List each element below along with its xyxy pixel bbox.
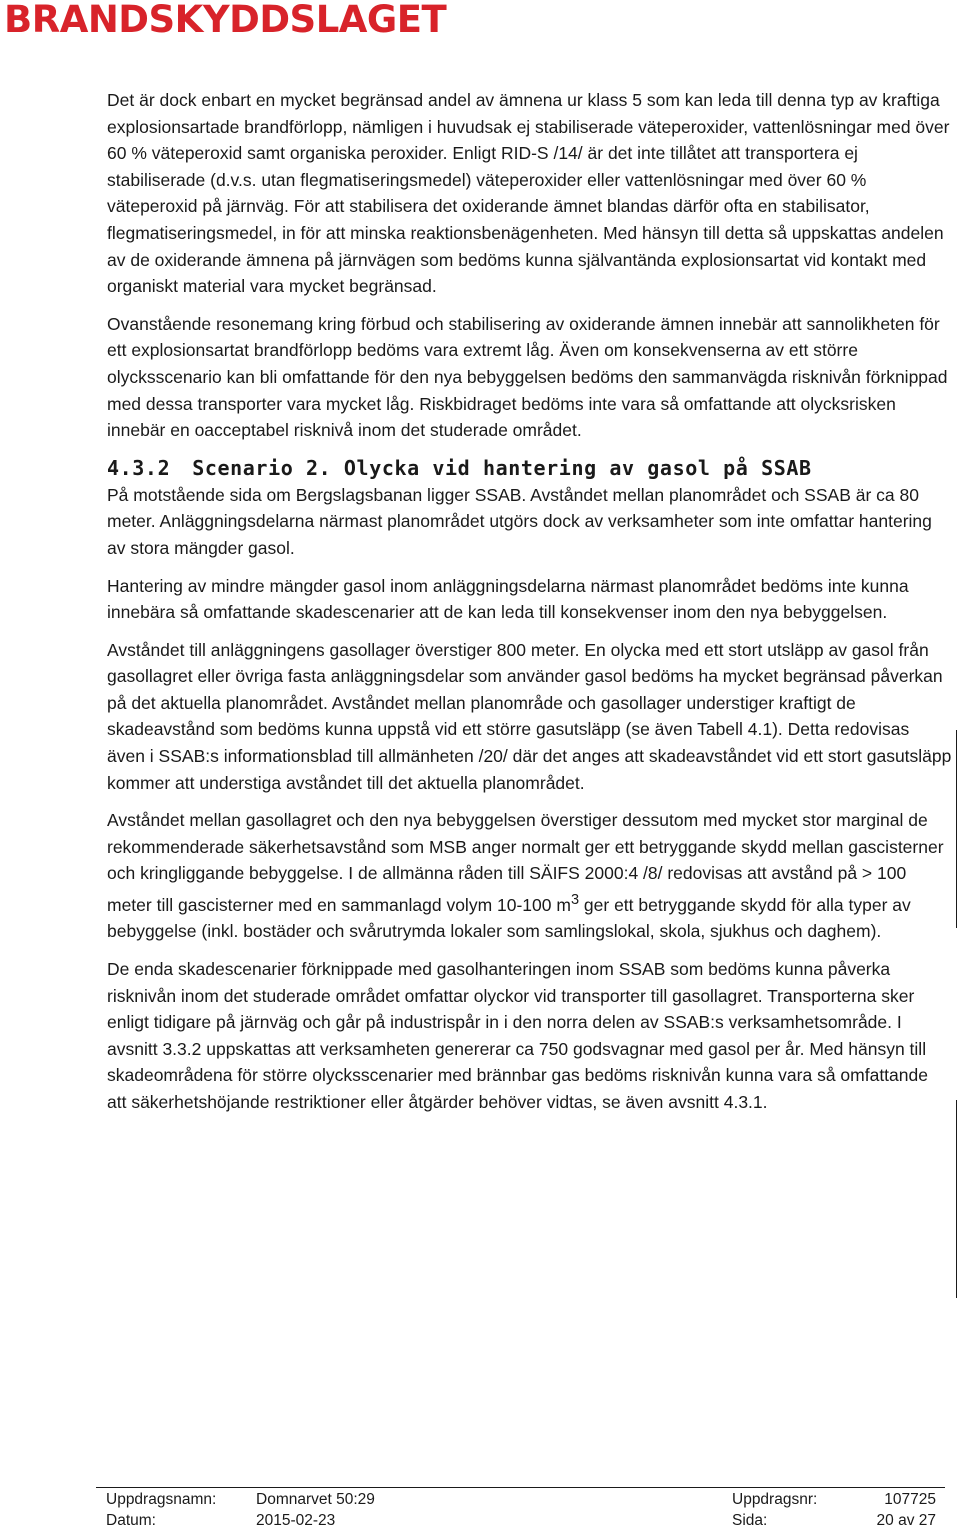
paragraph: Hantering av mindre mängder gasol inom anläggningsdelarna närmast planområdet bedöms inte kunna innebära så omfattande skadescenarier att de kan leda till konsekvenser inom den nya bebyggelsen. [107,575,909,623]
assignment-no-label: Uppdragsnr: [732,1491,818,1508]
paragraph [107,807,952,945]
paragraph-text: Avståndet mellan gasollagret och den nya bebyggelsen överstiger dessutom med mycket stor marginal de rekommenderade säkerhetsavstånd som MSB anger normalt ger ett betryggande skydd mellan gascisterner och kringliggande bebyggelse. I de allmänna råden till SÄIFS 2000:4 /8/ redovisas att avstånd på > 100 meter till gascisterner med en sammanlagd volym 10-100 m [107,810,944,915]
page-number: 20 av 27 [876,1512,936,1529]
section-title: Scenario 2. Olycka vid hantering av gasol på SSAB [192,455,812,480]
assignment-name: Domnarvet 50:29 [256,1491,375,1508]
footer-row [96,1488,945,1509]
paragraph: De enda skadescenarier förknippade med gasolhanteringen inom SSAB som bedöms kunna påverka risknivån inom det studerade området omfattar olyckor vid transporter till gasollagret. Transporterna sker enligt tidigare på järnväg och går på industrispår in i den norra delen av SSAB:s verksamhetsområde. I avsnitt 3.3.2 uppskattas att verksamheten genererar ca 750 godsvagnar med gasol per år. Med hänsyn till skadeområdena för större olycksscenarier med brännbar gas bedöms risknivån kunna vara så omfattande att säkerhetshöjande restriktioner eller åtgärder behöver vidtas, se även avsnitt 4.3.1. [107,959,928,1113]
assignment-name-label: Uppdragsnamn: [106,1491,217,1508]
paragraph: Det är dock enbart en mycket begränsad andel av ämnena ur klass 5 som kan leda till denna typ av kraftiga explosionsartade brandförlopp, nämligen i huvudsak ej stabiliserade väteperoxider, vattenlösningar med över 60 % väteperoxid samt organiska peroxider. Enligt RID-S /14/ är det inte tillåtet att transportera ej stabiliserade (d.v.s. utan flegmatiseringsmedel) väteperoxider eller vattenlösningar med över 60 % väteperoxid på järnväg. För att stabilisera det oxiderande ämnet blandas därför ofta en stabilisator, flegmatiseringsmedel, in för att minska reaktionsbenägenheten. Med hänsyn till detta så uppskattas andelen av de oxiderande ämnena på järnvägen som bedöms kunna självantända explosionsartat vid kontakt med organiskt material vara mycket begränsad. [107,90,950,297]
paragraph: På motstående sida om Bergslagsbanan ligger SSAB. Avståndet mellan planområdet och SSAB är ca 80 meter. Anläggningsdelarna närmast planområdet utgörs dock av verksamheter som inte omfattar hantering av stora mängder gasol. [107,484,932,558]
assignment-no: 107725 [884,1491,936,1508]
brand-logo: BRANDSKYDDSLAGET [4,0,447,41]
page-label: Sida: [732,1512,768,1529]
paragraph: Ovanstående resonemang kring förbud och stabilisering av oxiderande ämnen innebär att sannolikheten för ett explosionsartat brandförlopp bedöms vara extremt låg. Även om konsekvenserna av ett större olycksscenario kan bli omfattande för den nya bebyggelsen bedöms den sammanvägda risknivån förknippad med dessa transporter vara mycket låg. Riskbidraget bedöms inte vara så omfattande att olycksrisken innebär en oacceptabel risknivå inom det studerade området. [107,313,948,441]
section-number: 4.3.2 [107,455,171,480]
section-heading [107,455,952,482]
revision-bar [956,730,957,928]
paragraph: Avståndet till anläggningens gasollager överstiger 800 meter. En olycka med ett stort utsläpp av gasol från gasollagret eller övriga fasta anläggningsdelar som använder gasol bedöms ha mycket begränsad påverkan på det aktuella planområdet. Avståndet mellan planområde och gasollager understiger kraftigt de skadeavstånd som bedöms kunna uppstå vid ett större gasutsläpp (se även Tabell 4.1). Detta redovisas även i SSAB:s informationsblad till allmänheten /20/ där det anges att skadeavståndet vid ett stort gasutsläpp kommer att understiga avståndet till det aktuella planområdet. [107,639,952,793]
date: 2015-02-23 [256,1512,336,1529]
footer-row [96,1509,945,1530]
paragraph-text: ger ett betryggande skydd för alla typer av bebyggelse (inkl. bostäder och svårutrymda lokaler som samlingslokal, skola, sjukhus och daghem). [107,894,911,942]
document-body [107,87,952,1127]
revision-bar [956,1100,957,1298]
superscript: 3 [570,892,580,909]
date-label: Datum: [106,1512,156,1529]
page-footer [96,1487,945,1530]
